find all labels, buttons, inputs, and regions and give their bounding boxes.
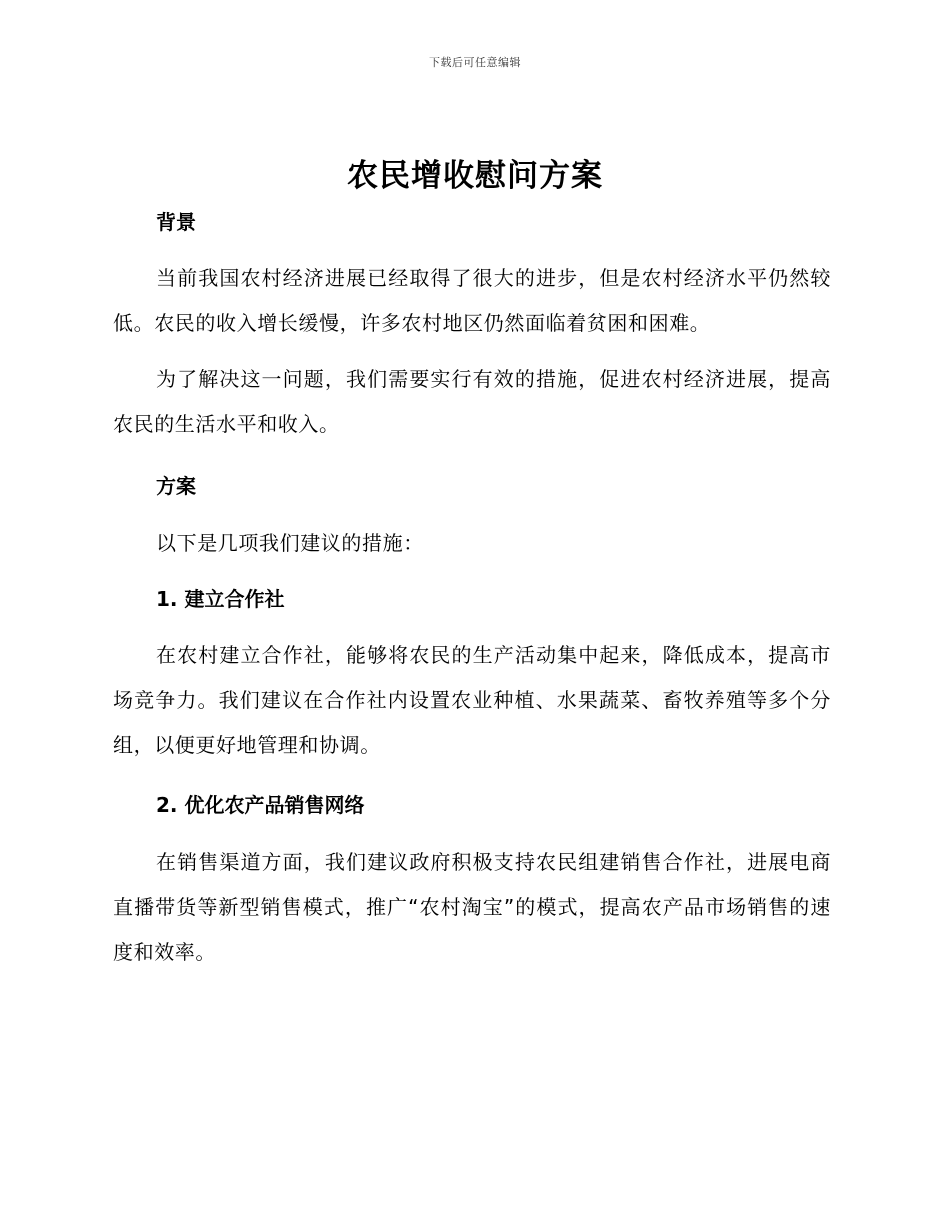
item-heading-cooperative: 1. 建立合作社: [156, 587, 285, 611]
paragraph: 在农村建立合作社，能够将农民的生产活动集中起来，降低成本，提高市场竞争力。我们建议在合作社内设置农业种植、水果蔬菜、畜牧养殖等多个分组，以便更好地管理和协调。: [113, 643, 831, 757]
header-note: 下载后可任意编辑: [429, 56, 521, 69]
section-heading-background: 背景: [156, 210, 196, 234]
document-title: 农民增收慰问方案: [347, 158, 603, 194]
plan-intro: 以下是几项我们建议的措施：: [156, 531, 424, 555]
section-heading-plan: 方案: [156, 474, 196, 498]
paragraph: 在销售渠道方面，我们建议政府积极支持农民组建销售合作社，进展电商直播带货等新型销售模式，推广“农村淘宝”的模式，提高农产品市场销售的速度和效率。: [113, 850, 831, 964]
item-heading-sales-network: 2. 优化农产品销售网络: [156, 793, 365, 817]
paragraph: 当前我国农村经济进展已经取得了很大的进步，但是农村经济水平仍然较低。农民的收入增长缓慢，许多农村地区仍然面临着贫困和困难。: [113, 266, 831, 335]
paragraph: 为了解决这一问题，我们需要实行有效的措施，促进农村经济进展，提高农民的生活水平和收入。: [113, 367, 831, 436]
document-body: [113, 205, 831, 975]
